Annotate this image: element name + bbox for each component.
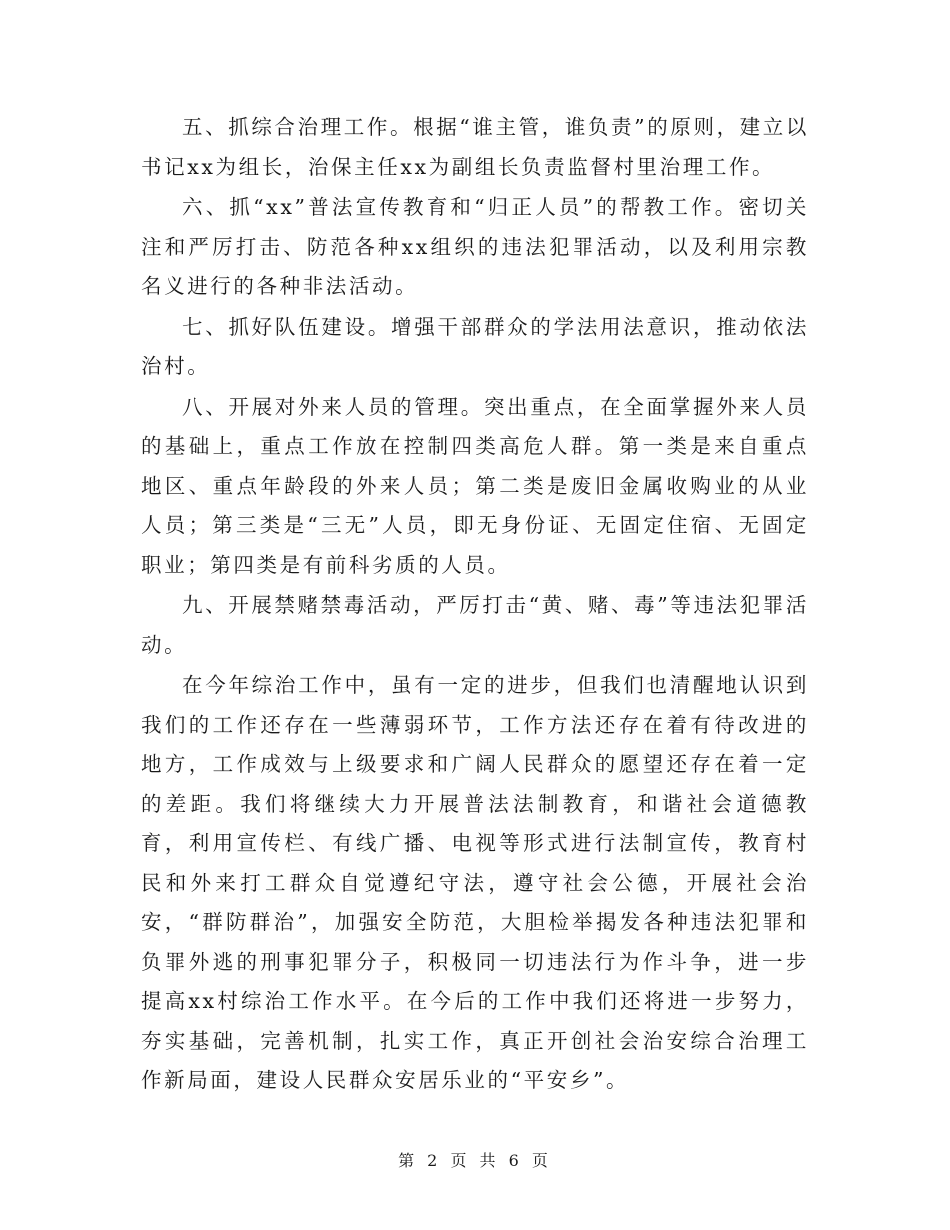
paragraph-anti-gambling-drugs: 九、开展禁赌禁毒活动，严厉打击“黄、赌、毒”等违法犯罪活动。 — [141, 593, 809, 657]
document-body — [141, 108, 809, 1101]
paragraph-legal-education: 六、抓“xx”普法宣传教育和“归正人员”的帮教工作。密切关注和严厉打击、防范各种xx组织的违法犯罪活动，以及利用宗教名义进行的各种非法活动。 — [141, 195, 809, 298]
paragraph-governance: 五、抓综合治理工作。根据“谁主管，谁负责”的原则，建立以书记xx为组长，治保主任xx为副组长负责监督村里治理工作。 — [141, 115, 809, 179]
paragraph-summary: 在今年综治工作中，虽有一定的进步，但我们也清醒地认识到我们的工作还存在一些薄弱环节，工作方法还存在着有待改进的地方，工作成效与上级要求和广阔人民群众的愿望还存在着一定的差距。我们将继续大力开展普法法制教育，和谐社会道德教育，利用宣传栏、有线广播、电视等形式进行法制宣传，教育村民和外来打工群众自觉遵纪守法，遵守社会公德，开展社会治安，“群防群治”，加强安全防范，大胆检举揭发各种违法犯罪和负罪外逃的刑事犯罪分子，积极同一切违法行为作斗争，进一步提高xx村综治工作水平。在今后的工作中我们还将进一步努力，夯实基础，完善机制，扎实工作，真正开创社会治安综合治理工作新局面，建设人民群众安居乐业的“平安乡”。 — [141, 673, 809, 1092]
paragraph-team-building: 七、抓好队伍建设。增强干部群众的学法用法意识，推动依法治村。 — [141, 314, 809, 378]
paragraph-migrant-management: 八、开展对外来人员的管理。突出重点，在全面掌握外来人员的基础上，重点工作放在控制四类高危人群。第一类是来自重点地区、重点年龄段的外来人员；第二类是废旧金属收购业的从业人员；第三类是“三无”人员，即无身份证、无固定住宿、无固定职业；第四类是有前科劣质的人员。 — [141, 394, 809, 577]
page-number-footer: 第 2 页 共 6 页 — [398, 1151, 552, 1170]
